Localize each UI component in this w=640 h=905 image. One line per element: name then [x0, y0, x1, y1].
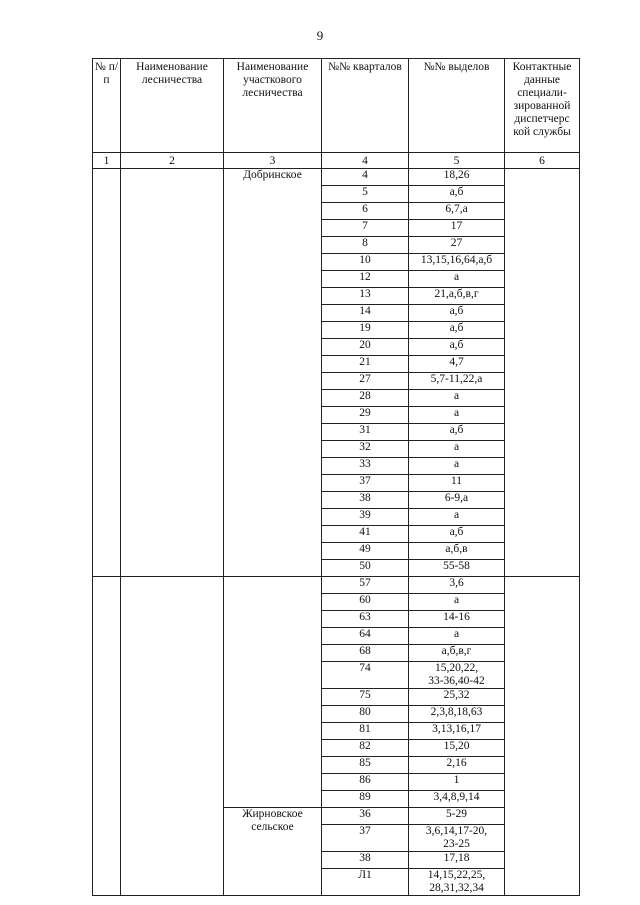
quarter-number: 63	[322, 611, 409, 628]
serial-number-cell	[93, 169, 121, 577]
quarter-number: 37	[322, 475, 409, 492]
column-number-row	[93, 153, 580, 169]
allotment-numbers: а	[409, 271, 505, 288]
allotment-numbers: 21,а,б,в,г	[409, 288, 505, 305]
quarter-number: 29	[322, 407, 409, 424]
allotment-numbers: 3,6,14,17-20, 23-25	[409, 825, 505, 852]
quarter-number: 89	[322, 791, 409, 808]
quarter-number: 49	[322, 543, 409, 560]
quarter-number: 36	[322, 808, 409, 825]
quarter-number: 60	[322, 594, 409, 611]
quarter-number: 75	[322, 689, 409, 706]
allotment-numbers: 17,18	[409, 852, 505, 869]
quarter-number: 50	[322, 560, 409, 577]
allotment-numbers: 11	[409, 475, 505, 492]
quarter-number: 81	[322, 723, 409, 740]
quarter-number: 86	[322, 774, 409, 791]
allotment-numbers: 3,6	[409, 577, 505, 594]
quarter-number: 4	[322, 169, 409, 186]
quarter-number: 27	[322, 373, 409, 390]
serial-number-cell	[93, 577, 121, 896]
page-number: 9	[316, 28, 324, 43]
column-number: 1	[93, 153, 121, 169]
quarter-number: 82	[322, 740, 409, 757]
allotment-numbers: а,б	[409, 526, 505, 543]
allotment-numbers: 5-29	[409, 808, 505, 825]
quarter-number: 10	[322, 254, 409, 271]
header-cell: №№ выделов	[409, 59, 505, 153]
table-row	[93, 169, 580, 186]
allotment-numbers: 14-16	[409, 611, 505, 628]
allotment-numbers: 4,7	[409, 356, 505, 373]
quarter-number: 31	[322, 424, 409, 441]
forestry-table	[92, 58, 580, 896]
quarter-number: 74	[322, 662, 409, 689]
allotment-numbers: 3,4,8,9,14	[409, 791, 505, 808]
allotment-numbers: а,б	[409, 339, 505, 356]
column-number: 6	[505, 153, 580, 169]
allotment-numbers: 2,16	[409, 757, 505, 774]
quarter-number: 39	[322, 509, 409, 526]
quarter-number: 37	[322, 825, 409, 852]
allotment-numbers: а	[409, 441, 505, 458]
allotment-numbers: 6,7,а	[409, 203, 505, 220]
allotment-numbers: 3,13,16,17	[409, 723, 505, 740]
allotment-numbers: а	[409, 628, 505, 645]
district-name: Добринское	[224, 169, 322, 577]
quarter-number: 5	[322, 186, 409, 203]
allotment-numbers: 25,32	[409, 689, 505, 706]
contact-cell	[505, 577, 580, 896]
column-number: 4	[322, 153, 409, 169]
allotment-numbers: 18,26	[409, 169, 505, 186]
allotment-numbers: 14,15,22,25, 28,31,32,34	[409, 869, 505, 896]
allotment-numbers: а,б,в	[409, 543, 505, 560]
forestry-name-cell	[121, 577, 224, 896]
quarter-number: 28	[322, 390, 409, 407]
district-name-cell	[224, 577, 322, 808]
allotment-numbers: а,б	[409, 424, 505, 441]
allotment-numbers: 13,15,16,64,а,б	[409, 254, 505, 271]
quarter-number: 33	[322, 458, 409, 475]
allotment-numbers: а,б	[409, 322, 505, 339]
allotment-numbers: 6-9,а	[409, 492, 505, 509]
header-row	[93, 59, 580, 153]
quarter-number: 6	[322, 203, 409, 220]
header-cell: № п/п	[93, 59, 121, 153]
allotment-numbers: 1	[409, 774, 505, 791]
quarter-number: 64	[322, 628, 409, 645]
district-name: Жирновское сельское	[224, 808, 322, 896]
quarter-number: 8	[322, 237, 409, 254]
quarter-number: 32	[322, 441, 409, 458]
quarter-number: 68	[322, 645, 409, 662]
quarter-number: 20	[322, 339, 409, 356]
quarter-number: 80	[322, 706, 409, 723]
column-number: 5	[409, 153, 505, 169]
allotment-numbers: а	[409, 390, 505, 407]
quarter-number: 38	[322, 492, 409, 509]
allotment-numbers: 5,7-11,22,а	[409, 373, 505, 390]
allotment-numbers: а	[409, 594, 505, 611]
quarter-number: 41	[322, 526, 409, 543]
allotment-numbers: а	[409, 458, 505, 475]
quarter-number: 19	[322, 322, 409, 339]
column-number: 2	[121, 153, 224, 169]
header-cell: №№ кварталов	[322, 59, 409, 153]
quarter-number: Л1	[322, 869, 409, 896]
quarter-number: 21	[322, 356, 409, 373]
forestry-name-cell	[121, 169, 224, 577]
quarter-number: 12	[322, 271, 409, 288]
column-number: 3	[224, 153, 322, 169]
table-body	[93, 169, 580, 896]
header-cell: Контактные данные специали-зированной диспетчерс кой службы	[505, 59, 580, 153]
allotment-numbers: 27	[409, 237, 505, 254]
allotment-numbers: 15,20,22, 33-36,40-42	[409, 662, 505, 689]
header-cell: Наименование участкового лесничества	[224, 59, 322, 153]
allotment-numbers: а,б,в,г	[409, 645, 505, 662]
allotment-numbers: 17	[409, 220, 505, 237]
contact-cell	[505, 169, 580, 577]
allotment-numbers: 55-58	[409, 560, 505, 577]
allotment-numbers: а	[409, 509, 505, 526]
allotment-numbers: 15,20	[409, 740, 505, 757]
quarter-number: 57	[322, 577, 409, 594]
allotment-numbers: 2,3,8,18,63	[409, 706, 505, 723]
allotment-numbers: а,б	[409, 186, 505, 203]
quarter-number: 38	[322, 852, 409, 869]
allotment-numbers: а,б	[409, 305, 505, 322]
quarter-number: 14	[322, 305, 409, 322]
table-row	[93, 577, 580, 594]
allotment-numbers: а	[409, 407, 505, 424]
quarter-number: 13	[322, 288, 409, 305]
quarter-number: 85	[322, 757, 409, 774]
quarter-number: 7	[322, 220, 409, 237]
header-cell: Наименование лесничества	[121, 59, 224, 153]
